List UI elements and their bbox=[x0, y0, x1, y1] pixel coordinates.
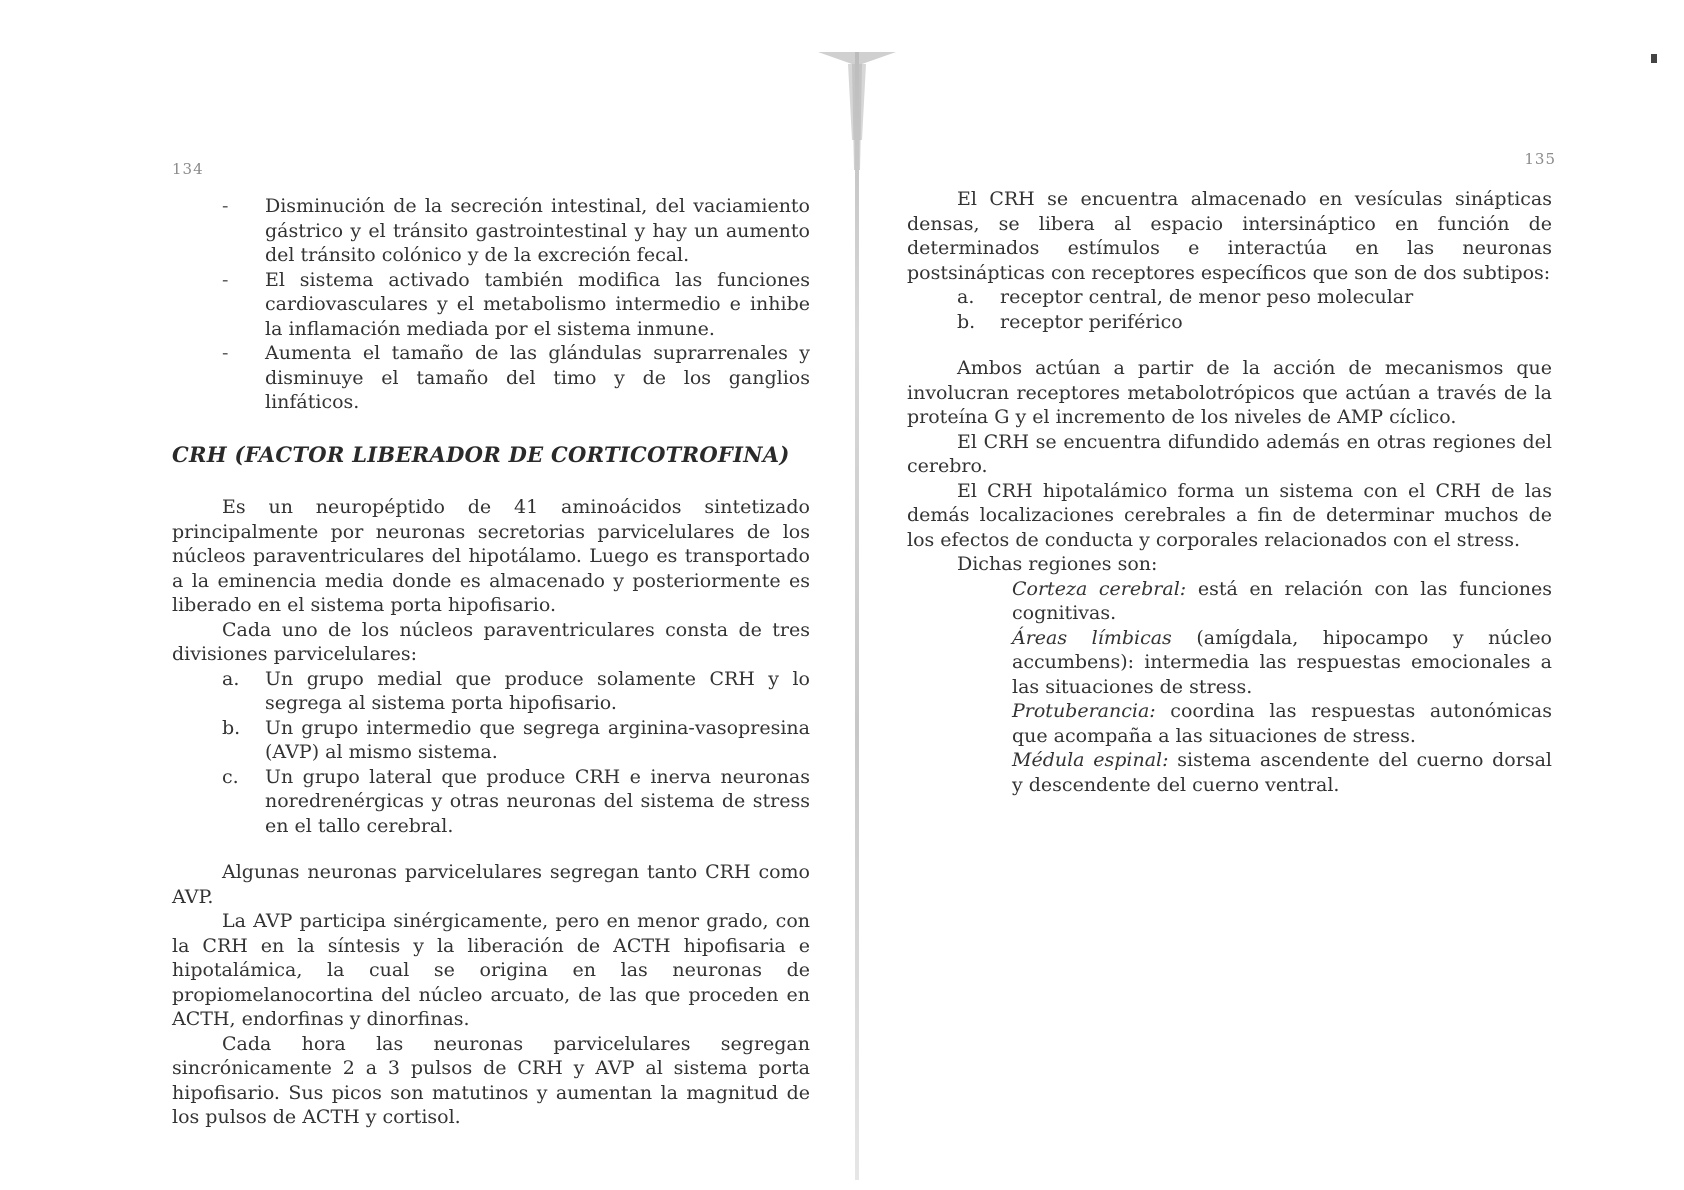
paragraph: Es un neuropéptido de 41 aminoácidos sintetizado principalmente por neuronas secretorias parvicelulares de los núcleos paraventriculares del hipotálamo. Luego es transportado a la eminencia media donde es almacenado y posteriormente es liberado en el sistema porta hipofisario. bbox=[172, 496, 810, 616]
paragraph: Dichas regiones son: bbox=[957, 553, 1158, 575]
dash-marker: - bbox=[222, 195, 229, 217]
receptor-item: a. receptor central, de menor peso molecular bbox=[957, 286, 1414, 308]
left-page-content bbox=[172, 194, 810, 1130]
receptor-item: b. receptor periférico bbox=[957, 310, 1183, 333]
regions-list bbox=[907, 577, 1552, 798]
receptor-list bbox=[907, 285, 1552, 334]
paragraph: El CRH se encuentra difundido además en otras regiones del cerebro. bbox=[907, 430, 1552, 477]
right-page-content bbox=[907, 187, 1552, 797]
right-page bbox=[845, 0, 1684, 1190]
division-item: c. Un grupo lateral que produce CRH e inerva neuronas noredrenérgicas y otras neuronas del sistema de stress en el tallo cerebral. bbox=[222, 765, 810, 837]
region-item: Médula espinal: sistema ascendente del cuerno dorsal y descendente del cuerno ventral. bbox=[1012, 749, 1552, 796]
division-item: a. Un grupo medial que produce solamente CRH y lo segrega al sistema porta hipofisario. bbox=[222, 667, 810, 714]
page-number-left: 134 bbox=[172, 160, 204, 178]
paragraph: Cada uno de los núcleos paraventriculares consta de tres divisiones parvicelulares: bbox=[172, 618, 810, 665]
paragraph: El CRH hipotalámico forma un sistema con el CRH de las demás localizaciones cerebrales a fin de determinar muchos de los efectos de conducta y corporales relacionados con el stress. bbox=[907, 479, 1552, 551]
region-item: Protuberancia: coordina las respuestas autonómicas que acompaña a las situaciones de stress. bbox=[1012, 700, 1552, 747]
effect-item: - Aumenta el tamaño de las glándulas suprarrenales y disminuye el tamaño del timo y de los ganglios linfáticos. bbox=[222, 342, 810, 413]
divisions-list bbox=[172, 667, 810, 839]
effect-item: - El sistema activado también modifica las funciones cardiovasculares y el metabolismo intermedio e inhibe la inflamación mediada por el sistema inmune. bbox=[222, 268, 810, 340]
region-item: Corteza cerebral: está en relación con las funciones cognitivas. bbox=[1012, 577, 1552, 624]
section-heading: CRH (FACTOR LIBERADOR DE CORTICOTROFINA) bbox=[172, 441, 790, 467]
region-item: Áreas límbicas (amígdala, hipocampo y núcleo accumbens): intermedia las respuestas emocionales a las situaciones de stress. bbox=[1012, 626, 1552, 698]
division-item: b. Un grupo intermedio que segrega arginina-vasopresina (AVP) al mismo sistema. bbox=[222, 716, 810, 763]
paragraph: Cada hora las neuronas parvicelulares segregan sincrónicamente 2 a 3 pulsos de CRH y AVP al sistema porta hipofisario. Sus picos son matutinos y aumentan la magnitud de los pulsos de ACTH y cortisol. bbox=[172, 1032, 810, 1128]
paragraph: Ambos actúan a partir de la acción de mecanismos que involucran receptores metabolotrópicos que actúan a través de la proteína G y el incremento de los niveles de AMP cíclico. bbox=[907, 357, 1552, 428]
effect-item: - Disminución de la secreción intestinal, del vaciamiento gástrico y el tránsito gastrointestinal y hay un aumento del tránsito colónico y de la excreción fecal. bbox=[222, 195, 810, 266]
effects-list bbox=[172, 194, 810, 415]
paragraph: El CRH se encuentra almacenado en vesículas sinápticas densas, se libera al espacio intersináptico en función de determinados estímulos e interactúa en las neuronas postsinápticas con receptores específicos que son de dos subtipos: bbox=[907, 188, 1552, 284]
paragraph: La AVP participa sinérgicamente, pero en menor grado, con la CRH en la síntesis y la liberación de ACTH hipofisaria e hipotalámica, la cual se origina en las neuronas de propiomelanocortina del núcleo arcuato, de las que proceden en ACTH, endorfinas y dinorfinas. bbox=[172, 910, 810, 1030]
dash-marker: - bbox=[222, 342, 229, 364]
dash-marker: - bbox=[222, 268, 229, 291]
page-number-right: 135 bbox=[1524, 150, 1556, 168]
paragraph: Algunas neuronas parvicelulares segregan tanto CRH como AVP. bbox=[172, 861, 810, 908]
